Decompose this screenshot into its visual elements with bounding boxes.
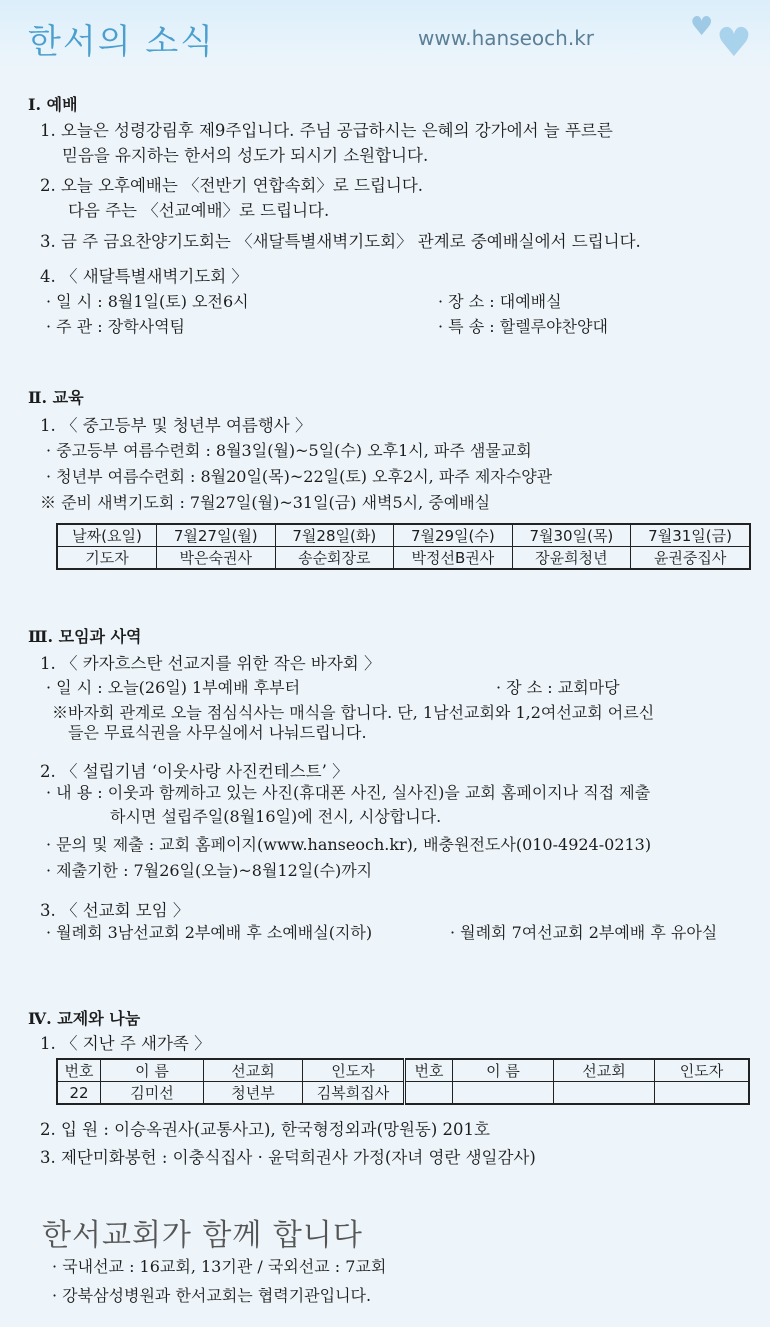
table-cell: 김복희집사 bbox=[303, 1082, 405, 1105]
table-cell: 김미선 bbox=[101, 1082, 204, 1105]
meetings-item-2: 2. 〈 설립기념 ‘이웃사랑 사진컨테스트’ 〉 bbox=[40, 762, 349, 781]
table-header-cell: 7월31일(금) bbox=[631, 524, 750, 547]
heart-icon: ♥ bbox=[690, 12, 714, 42]
table-cell bbox=[554, 1082, 655, 1105]
contest-contact: · 문의 및 제출 : 교회 홈페이지(www.hanseoch.kr), 배충원전도사(010-4924-0213) bbox=[46, 835, 652, 854]
table-cell: 박은숙권사 bbox=[156, 547, 275, 570]
table-header-cell: 이 름 bbox=[101, 1059, 204, 1082]
new-members-table bbox=[56, 1058, 750, 1105]
page-title: 한서의 소식 bbox=[28, 22, 216, 62]
worship-item-1: 1. 오늘은 성령강림후 제9주입니다. 주님 공급하시는 은혜의 강가에서 늘 푸르른 bbox=[40, 121, 613, 140]
table-header-cell: 인도자 bbox=[303, 1059, 405, 1082]
contest-content-cont: 하시면 설립주일(8월16일)에 전시, 시상합니다. bbox=[110, 807, 442, 826]
dawn-prayer-host: · 주 관 : 장학사역팀 bbox=[46, 317, 186, 336]
table-header-row bbox=[57, 1059, 749, 1082]
prep-prayer-note: ※ 준비 새벽기도회 : 7월27일(월)~31일(금) 새벽5시, 중예배실 bbox=[40, 493, 491, 512]
fellowship-item-3: 3. 제단미화봉헌 : 이충식집사 · 윤덕희권사 가정(자녀 영란 생일감사) bbox=[40, 1148, 536, 1167]
contest-content: · 내 용 : 이웃과 함께하고 있는 사진(휴대폰 사진, 실사진)을 교회 홈페이지나 직접 제출 bbox=[46, 783, 651, 802]
meetings-item-1: 1. 〈 카자흐스탄 선교지를 위한 작은 바자회 〉 bbox=[40, 654, 381, 673]
dawn-prayer-place: · 장 소 : 대예배실 bbox=[438, 292, 562, 311]
table-cell: 청년부 bbox=[204, 1082, 303, 1105]
table-header-cell: 번호 bbox=[57, 1059, 101, 1082]
table-header-row bbox=[57, 524, 750, 547]
table-header-cell: 7월30일(목) bbox=[512, 524, 631, 547]
site-url[interactable]: www.hanseoch.kr bbox=[418, 26, 594, 50]
table-header-cell: 7월28일(화) bbox=[275, 524, 394, 547]
table-cell: 22 bbox=[57, 1082, 101, 1105]
section-fellowship-heading: Ⅳ. 교제와 나눔 bbox=[28, 1009, 141, 1028]
church-slogan: 한서교회가 함께 합니다 bbox=[42, 1218, 363, 1253]
heart-icon: ♥ bbox=[716, 20, 752, 66]
table-header-cell: 7월29일(수) bbox=[394, 524, 513, 547]
table-header-cell: 번호 bbox=[405, 1059, 453, 1082]
worship-item-3: 3. 금 주 금요찬양기도회는 〈새달특별새벽기도회〉 관계로 중예배실에서 드립니다. bbox=[40, 232, 641, 251]
table-cell: 박정선B권사 bbox=[394, 547, 513, 570]
table-header-cell: 이 름 bbox=[453, 1059, 554, 1082]
bazaar-note-cont: 들은 무료식권을 사무실에서 나눠드립니다. bbox=[68, 723, 367, 742]
contest-deadline: · 제출기한 : 7월26일(오늘)~8월12일(수)까지 bbox=[46, 861, 373, 880]
table-row bbox=[57, 547, 750, 570]
prayer-schedule-table bbox=[56, 523, 751, 570]
table-header-cell: 7월27일(월) bbox=[156, 524, 275, 547]
table-cell: 윤권중집사 bbox=[631, 547, 750, 570]
meetings-item-3: 3. 〈 선교회 모임 〉 bbox=[40, 901, 190, 920]
page-header bbox=[0, 0, 770, 72]
section-worship-heading: Ⅰ. 예배 bbox=[28, 95, 78, 114]
worship-item-2-cont: 다음 주는 〈선교예배〉로 드립니다. bbox=[68, 201, 330, 220]
worship-item-2: 2. 오늘 오후예배는 〈전반기 연합속회〉로 드립니다. bbox=[40, 176, 424, 195]
table-cell: 송순회장로 bbox=[275, 547, 394, 570]
mission-meeting-2: · 월례회 7여선교회 2부예배 후 유아실 bbox=[450, 923, 718, 942]
table-cell bbox=[453, 1082, 554, 1105]
bazaar-note: ※바자회 관계로 오늘 점심식사는 매식을 합니다. 단, 1남선교회와 1,2여선교회 어르신 bbox=[52, 703, 655, 722]
dawn-prayer-music: · 특 송 : 할렐루야찬양대 bbox=[438, 317, 608, 336]
fellowship-item-2: 2. 입 원 : 이승옥권사(교통사고), 한국형정외과(망원동) 201호 bbox=[40, 1120, 490, 1139]
partner-hospital-note: · 강북삼성병원과 한서교회는 협력기관입니다. bbox=[52, 1286, 372, 1305]
youth-retreat: · 중고등부 여름수련회 : 8월3일(월)~5일(수) 오후1시, 파주 샘물교회 bbox=[46, 441, 532, 460]
table-row bbox=[57, 1082, 749, 1105]
worship-item-1-cont: 믿음을 유지하는 한서의 성도가 되시기 소원합니다. bbox=[62, 146, 429, 165]
table-cell: 기도자 bbox=[57, 547, 156, 570]
table-header-cell: 인도자 bbox=[655, 1059, 750, 1082]
education-item-1: 1. 〈 중고등부 및 청년부 여름행사 〉 bbox=[40, 416, 312, 435]
section-education-heading: Ⅱ. 교육 bbox=[28, 388, 84, 407]
table-header-cell: 선교회 bbox=[554, 1059, 655, 1082]
fellowship-item-1: 1. 〈 지난 주 새가족 〉 bbox=[40, 1034, 211, 1053]
young-adult-retreat: · 청년부 여름수련회 : 8월20일(목)~22일(토) 오후2시, 파주 제자수양관 bbox=[46, 467, 553, 486]
table-header-cell: 날짜(요일) bbox=[57, 524, 156, 547]
dawn-prayer-date: · 일 시 : 8월1일(토) 오전6시 bbox=[46, 292, 249, 311]
table-cell bbox=[655, 1082, 750, 1105]
bazaar-place: · 장 소 : 교회마당 bbox=[496, 678, 620, 697]
bazaar-date: · 일 시 : 오늘(26일) 1부예배 후부터 bbox=[46, 678, 301, 697]
section-meetings-heading: Ⅲ. 모임과 사역 bbox=[28, 627, 142, 646]
mission-stats: · 국내선교 : 16교회, 13기관 / 국외선교 : 7교회 bbox=[52, 1257, 387, 1276]
table-cell bbox=[405, 1082, 453, 1105]
table-cell: 장윤희청년 bbox=[512, 547, 631, 570]
mission-meeting-1: · 월례회 3남선교회 2부예배 후 소예배실(지하) bbox=[46, 923, 373, 942]
table-header-cell: 선교회 bbox=[204, 1059, 303, 1082]
worship-item-4: 4. 〈 새달특별새벽기도회 〉 bbox=[40, 267, 248, 286]
